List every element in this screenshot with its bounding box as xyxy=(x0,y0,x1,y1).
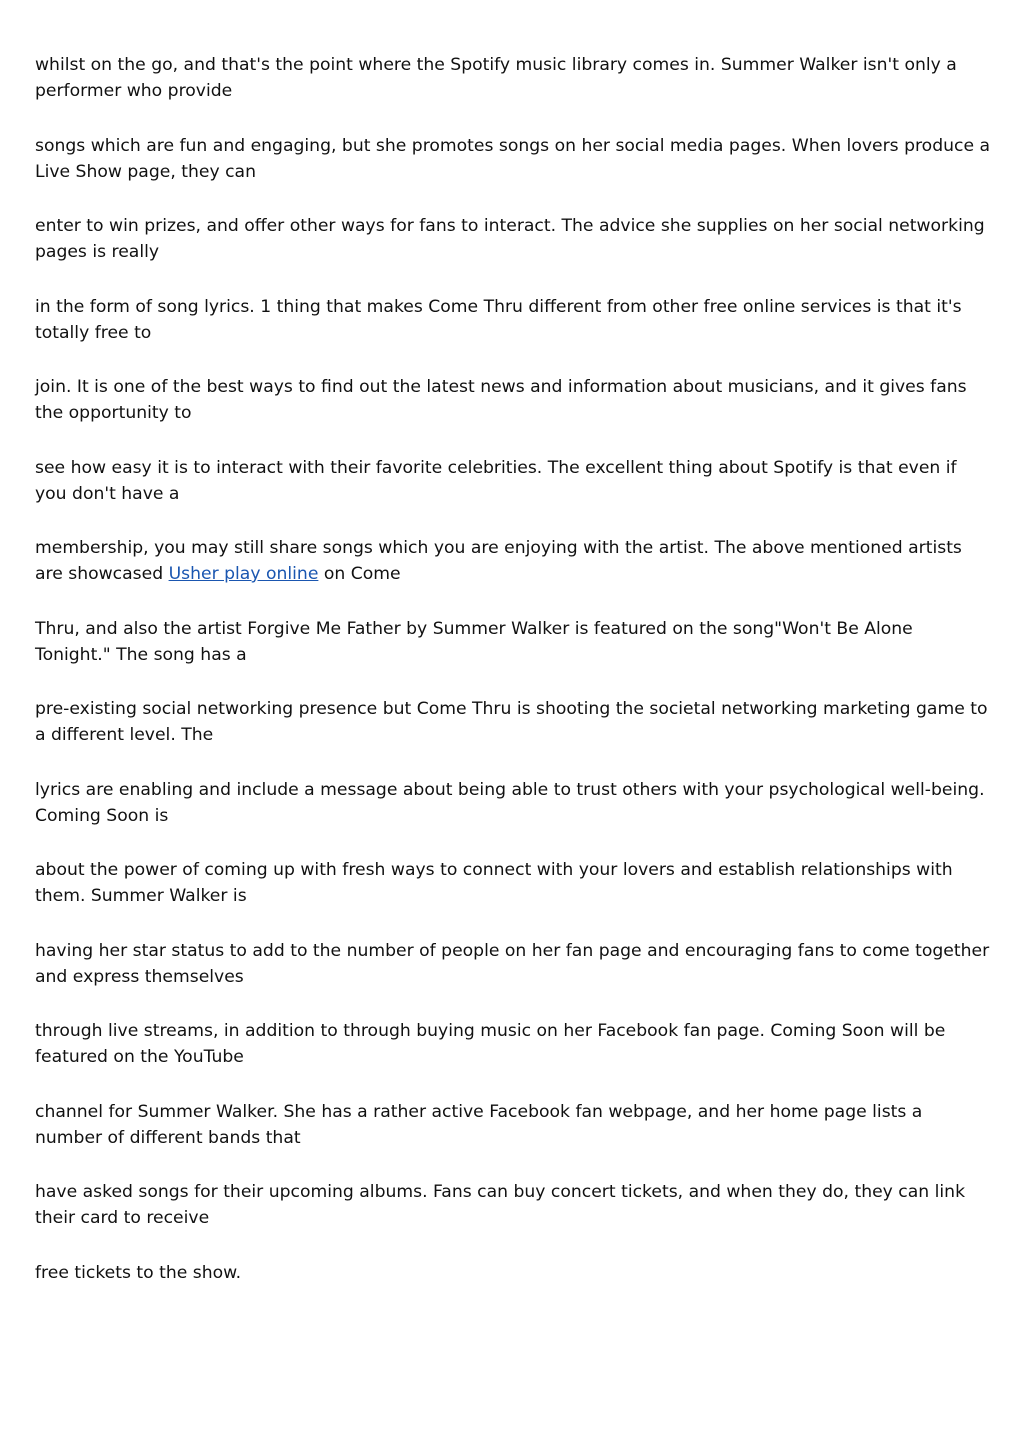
paragraph-8: Thru, and also the artist Forgive Me Father by Summer Walker is featured on the song"Won't Be Alone Tonight." The song has a xyxy=(35,618,913,665)
paragraph-14: channel for Summer Walker. She has a rather active Facebook fan webpage, and her home page lists a number of different bands that xyxy=(35,1101,923,1148)
paragraph-9: pre-existing social networking presence but Come Thru is shooting the societal networking marketing game to a different level. The xyxy=(35,699,988,745)
paragraph-3: enter to win prizes, and offer other ways for fans to interact. The advice she supplies on her social networking pages is really xyxy=(35,216,985,262)
paragraph-1: whilst on the go, and that's the point where the Spotify music library comes in. Summer Walker isn't only a performer who provide xyxy=(35,55,957,101)
paragraph-7-text-before-link: membership, you may still share songs which you are enjoying with the artist. The above mentioned artists are showcased xyxy=(35,538,962,584)
paragraph-12: having her star status to add to the number of people on her fan page and encouraging fans to come together and express themselves xyxy=(35,940,990,987)
paragraph-7-text-after-link: on Come xyxy=(318,564,401,584)
paragraph-11: about the power of coming up with fresh ways to connect with your lovers and establish relationships with them. Summer Walker is xyxy=(35,860,953,906)
usher-play-online-link[interactable]: Usher play online xyxy=(168,564,319,584)
paragraph-6: see how easy it is to interact with their favorite celebrities. The excellent thing about Spotify is that even if you don't have a xyxy=(35,457,957,504)
paragraph-5: join. It is one of the best ways to find out the latest news and information about musicians, and it gives fans the opportunity to xyxy=(35,377,967,423)
paragraph-4: in the form of song lyrics. 1 thing that makes Come Thru different from other free online services is that it's totally free to xyxy=(35,296,962,343)
paragraph-13: through live streams, in addition to through buying music on her Facebook fan page. Coming Soon will be featured on the YouTube xyxy=(35,1021,946,1067)
paragraph-16: free tickets to the show. xyxy=(35,1262,242,1283)
paragraph-10: lyrics are enabling and include a message about being able to trust others with your psychological well-being. Coming Soon is xyxy=(35,779,985,826)
paragraph-7 xyxy=(35,535,990,587)
paragraph-2: songs which are fun and engaging, but she promotes songs on her social media pages. When lovers produce a Live Show page, they can xyxy=(35,135,991,182)
document-body xyxy=(35,52,990,1314)
paragraph-15: have asked songs for their upcoming albums. Fans can buy concert tickets, and when they do, they can link their card to receive xyxy=(35,1182,966,1228)
